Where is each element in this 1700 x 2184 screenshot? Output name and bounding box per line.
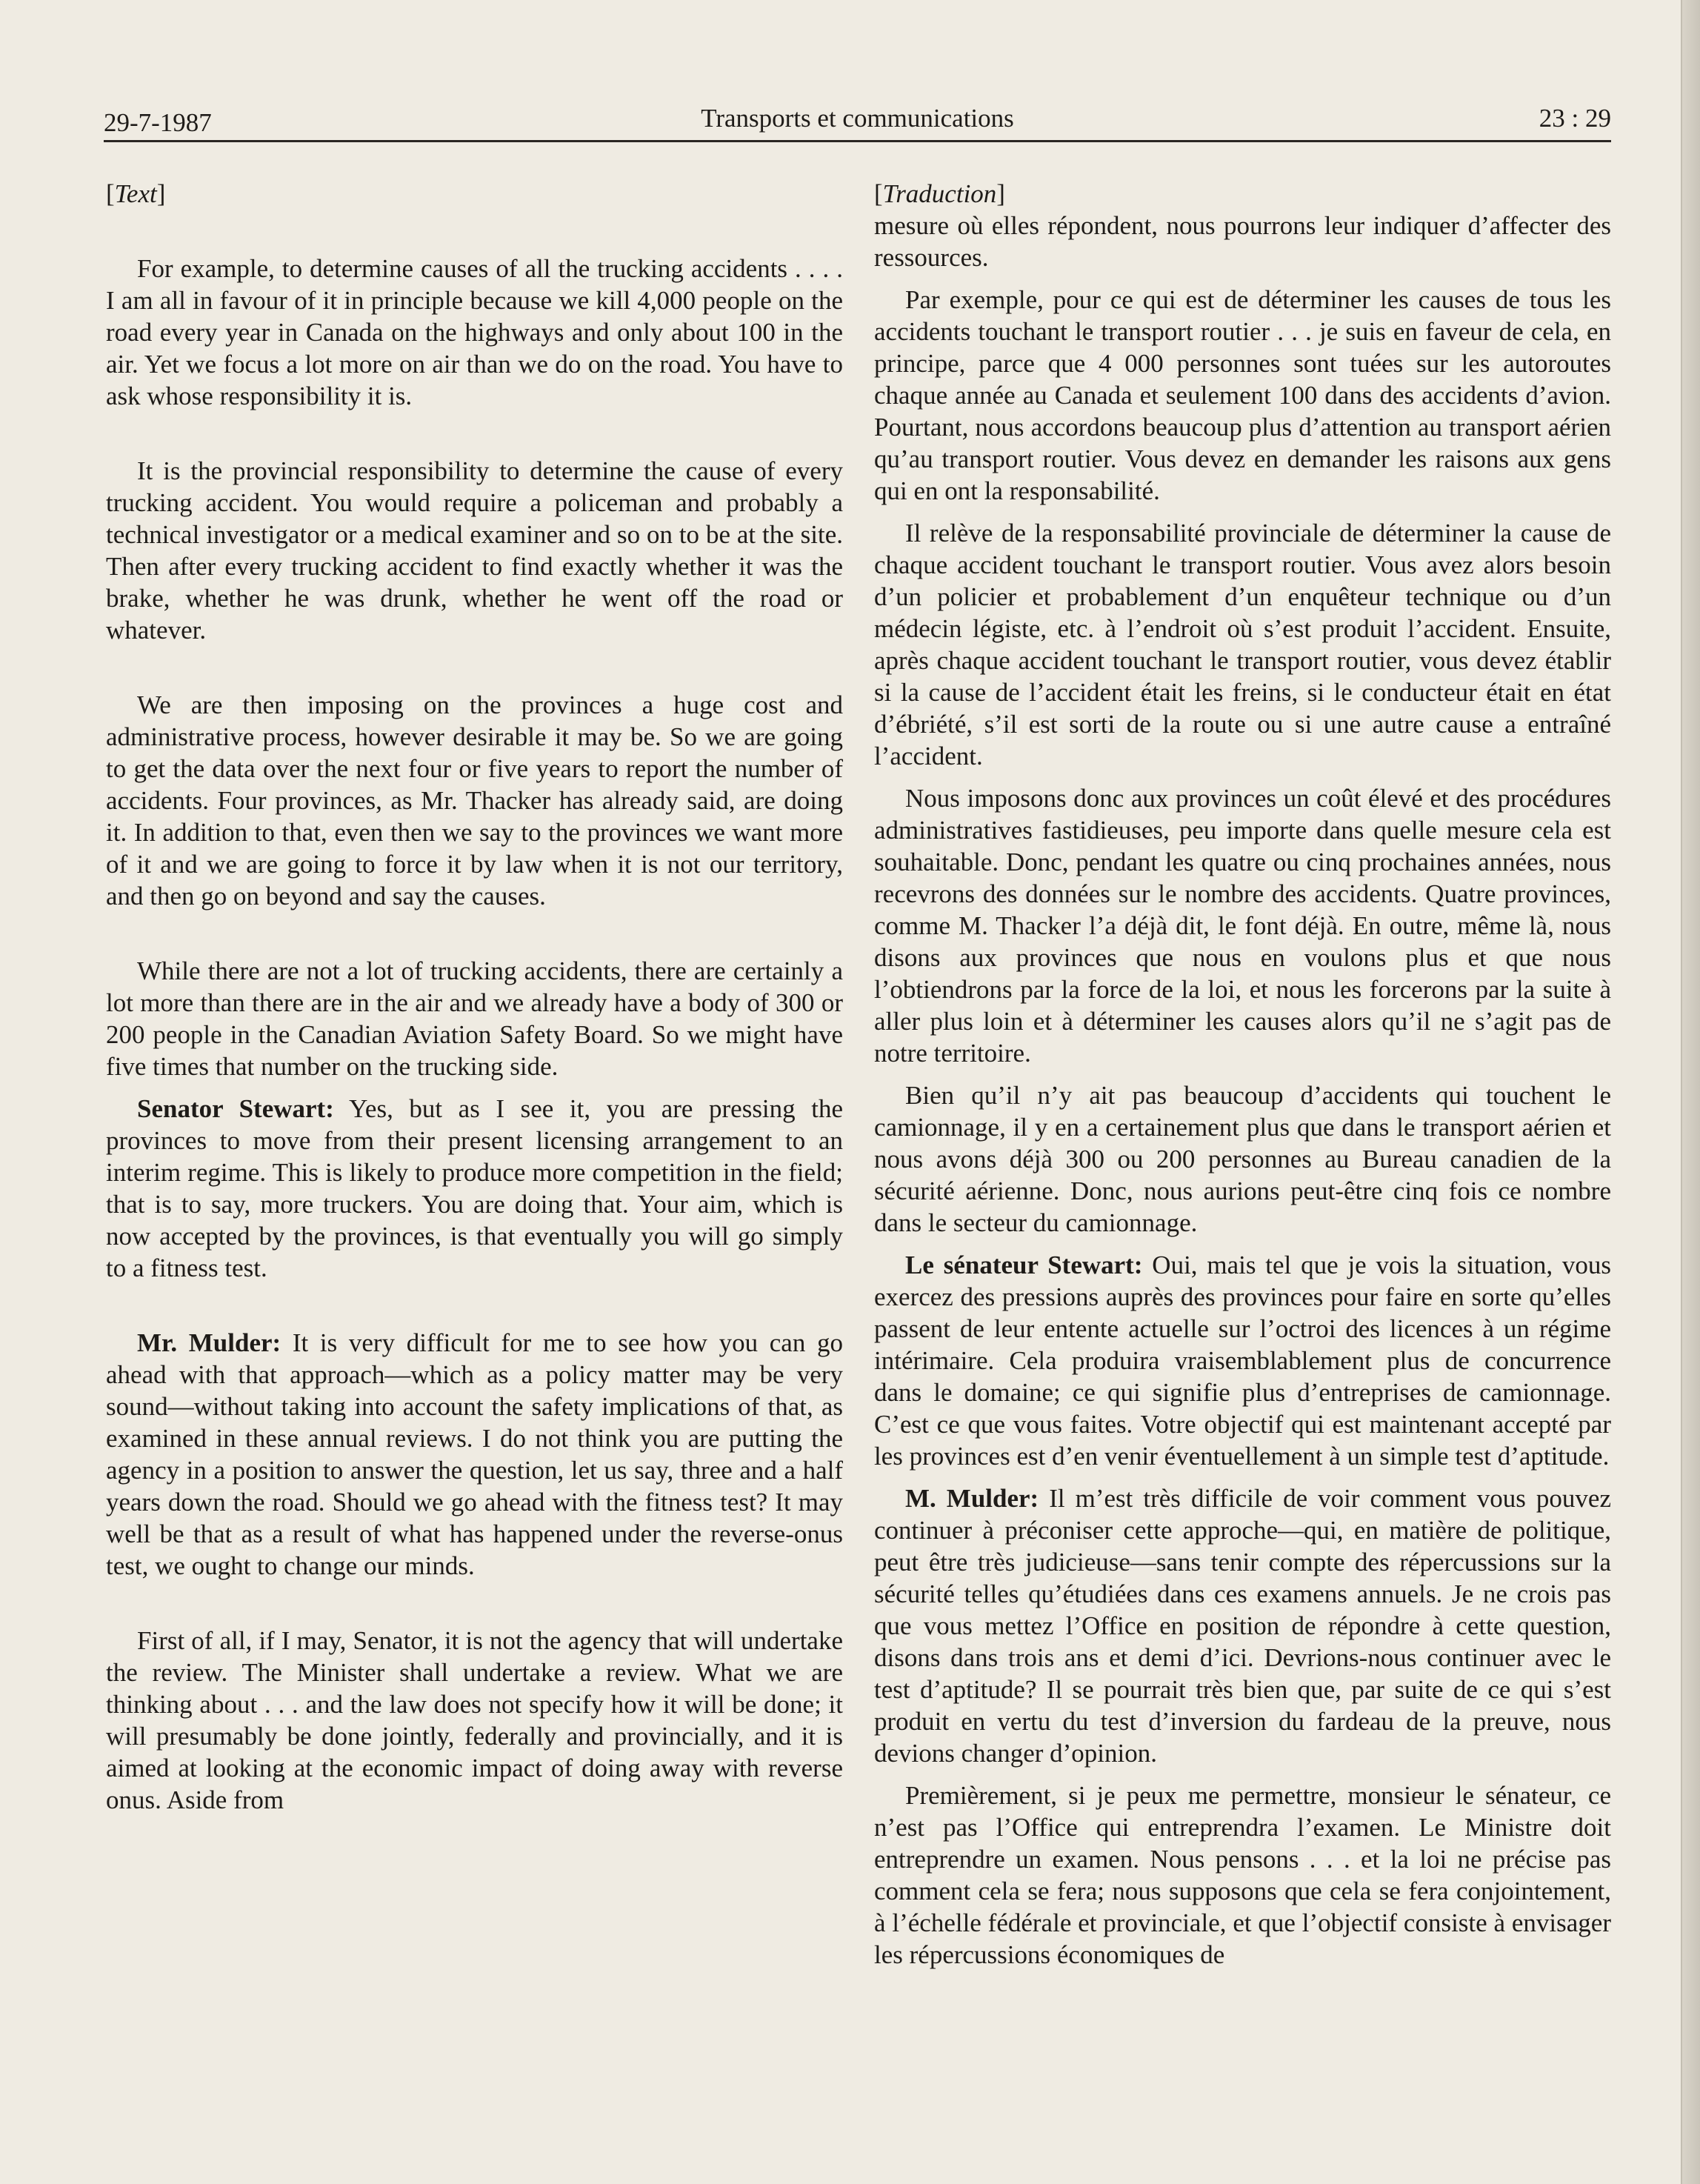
right-column-french [874,178,1611,1971]
speaker-name: M. Mulder: [905,1484,1039,1513]
header-date: 29-7-1987 [104,108,212,137]
section-label-text [106,178,843,210]
speaker-paragraph [106,1093,843,1284]
paragraph: It is the provincial responsibility to determine the cause of every trucking accident. You would require a policeman and probably a technical investigator or a medical examiner and so on to be at the site. Then after every trucking accident to find exactly whether it was the brake, whether he was drunk, whether he went off the road or whatever. [106,456,843,645]
speaker-name: Le sénateur Stewart: [905,1251,1143,1279]
paragraph: Bien qu’il n’y ait pas beaucoup d’accidents qui touchent le camionnage, il y en a certainement plus que dans le transport aérien et nous avons déjà 300 ou 200 personnes au Bureau canadien de la sécurité aérienne. Donc, nous aurions peut-être cinq fois ce nombre dans le secteur du camionnage. [874,1081,1611,1237]
label-word: Traduction [882,179,997,208]
speaker-name: Senator Stewart: [137,1094,334,1123]
section-label-traduction [874,178,1611,210]
header-page-number: 23 : 29 [1539,104,1611,133]
paragraph: We are then imposing on the provinces a huge cost and administrative process, however desirable it may be. So we are going to get the data over the next four or five years to report the number of accidents. Four provinces, as Mr. Thacker has already said, are doing it. In addition to that, even then we say to the provinces we want more of it and we are going to force it by law when it is not our territory, and then go on beyond and say the causes. [106,690,843,910]
speaker-paragraph [874,1482,1611,1769]
speaker-text: Il m’est très difficile de voir comment vous pouvez continuer à préconiser cette approche—qui, en matière de politique, peut être très judicieuse—sans tenir compte des répercussions sur la sécurité telles qu’étudiées dans ces examens annuels. Je ne crois pas que vous mettez l’Office en position de répondre à cette question, disons dans trois ans et demi d’ici. Devrions-nous continuer avec le test d’aptitude? Il se pourrait très bien que, par suite de ce qui s’est produit en vertu du test d’inversion du fardeau de la preuve, nous devions changer d’opinion. [874,1484,1611,1768]
speaker-text: Yes, but as I see it, you are pressing the provinces to move from their present licensing arrangement to an interim regime. This is likely to produce more competition in the field; that is to say, more truckers. You are doing that. Your aim, which is now accepted by the provinces, is that eventually you will go simply to a fitness test. [106,1094,843,1282]
speaker-paragraph [874,1249,1611,1472]
page-header [104,104,1611,141]
speaker-paragraph [106,1327,843,1582]
paragraph: First of all, if I may, Senator, it is not the agency that will undertake the review. The Minister shall undertake a review. What we are thinking about . . . and the law does not specify how it will be done; it will presumably be done jointly, federally and provincially, and it is aimed at looking at the economic impact of doing away with reverse onus. Aside from [106,1626,843,1814]
label-bracket-close: ] [156,179,166,208]
paragraph: Nous imposons donc aux provinces un coût élevé et des procédures administratives fastidieuses, peu importe dans quelle mesure cela est souhaitable. Donc, pendant les quatre ou cinq prochaines années, nous recevrons des données sur le nombre des accidents. Quatre provinces, comme M. Thacker l’a déjà dit, le font déjà. En outre, même là, nous disons aux provinces que nous en voulons plus et que nous l’obtiendrons par la force de la loi, et nous les forcerons par la suite à aller plus loin et à déterminer les causes alors qu’il ne s’agit pas de notre territoire. [874,784,1611,1068]
label-bracket-open: [ [106,179,115,208]
paragraph: mesure où elles répondent, nous pourrons leur indiquer d’affecter des ressources. [874,211,1611,272]
header-rule [104,140,1611,142]
speaker-name: Mr. Mulder: [137,1328,281,1357]
paragraph: For example, to determine causes of all the trucking accidents . . . . I am all in favour of it in principle because we kill 4,000 people on the road every year in Canada on the highways and only about 100 in the air. Yet we focus a lot more on air than we do on the road. You have to ask whose responsibility it is. [106,254,843,410]
paragraph: Par exemple, pour ce qui est de déterminer les causes de tous les accidents touchant le transport routier . . . je suis en faveur de cela, en principe, parce que 4 000 personnes sont tuées sur les autoroutes chaque année au Canada et seulement 100 dans des accidents d’avion. Pourtant, nous accordons beaucoup plus d’attention au transport aérien qu’au transport routier. Vous devez en demander les raisons aux gens qui en ont la responsabilité. [874,285,1611,505]
page-edge [1681,0,1700,2184]
label-word: Text [114,179,157,208]
label-bracket-close: ] [996,179,1005,208]
left-column-english [106,178,843,1816]
header-title: Transports et communications [701,104,1014,133]
label-bracket-open: [ [874,179,883,208]
speaker-text: Oui, mais tel que je vois la situation, vous exercez des pressions auprès des provinces pour faire en sorte qu’elles passent de leur entente actuelle sur l’octroi des licences à un régime intérimaire. Cela produira vraisemblablement plus de concurrence dans le domaine; ce qui signifie plus d’entreprises de camionnage. C’est ce que vous faites. Votre objectif qui est maintenant accepté par les provinces est d’en venir éventuellement à un simple test d’aptitude. [874,1251,1612,1471]
paragraph: Il relève de la responsabilité provinciale de déterminer la cause de chaque accident touchant le transport routier. Vous avez alors besoin d’un policier et probablement d’un enquêteur technique ou d’un médecin légiste, etc. à l’endroit où s’est produit l’accident. Ensuite, après chaque accident touchant le transport routier, vous devez établir si la cause de l’accident était les freins, si le conducteur était en état d’ébriété, s’il est sorti de la route ou si une autre cause a entraîné l’accident. [874,519,1611,770]
paragraph: While there are not a lot of trucking accidents, there are certainly a lot more than there are in the air and we already have a body of 300 or 200 people in the Canadian Aviation Safety Board. So we might have five times that number on the trucking side. [106,956,843,1081]
speaker-text: It is very difficult for me to see how you can go ahead with that approach—which as a policy matter may be very sound—without taking into account the safety implications of that, as examined in these annual reviews. I do not think you are putting the agency in a position to answer the question, let us say, three and a half years down the road. Should we go ahead with the fitness test? It may well be that as a result of what has happened under the reverse-onus test, we ought to change our minds. [106,1328,843,1580]
paragraph: Premièrement, si je peux me permettre, monsieur le sénateur, ce n’est pas l’Office qui entreprendra l’examen. Le Ministre doit entreprendre un examen. Nous pensons . . . et la loi ne précise pas comment cela se fera; nous supposons que cela se fera conjointement, à l’échelle fédérale et provinciale, et que l’objectif consiste à envisager les répercussions économiques de [874,1781,1611,1969]
